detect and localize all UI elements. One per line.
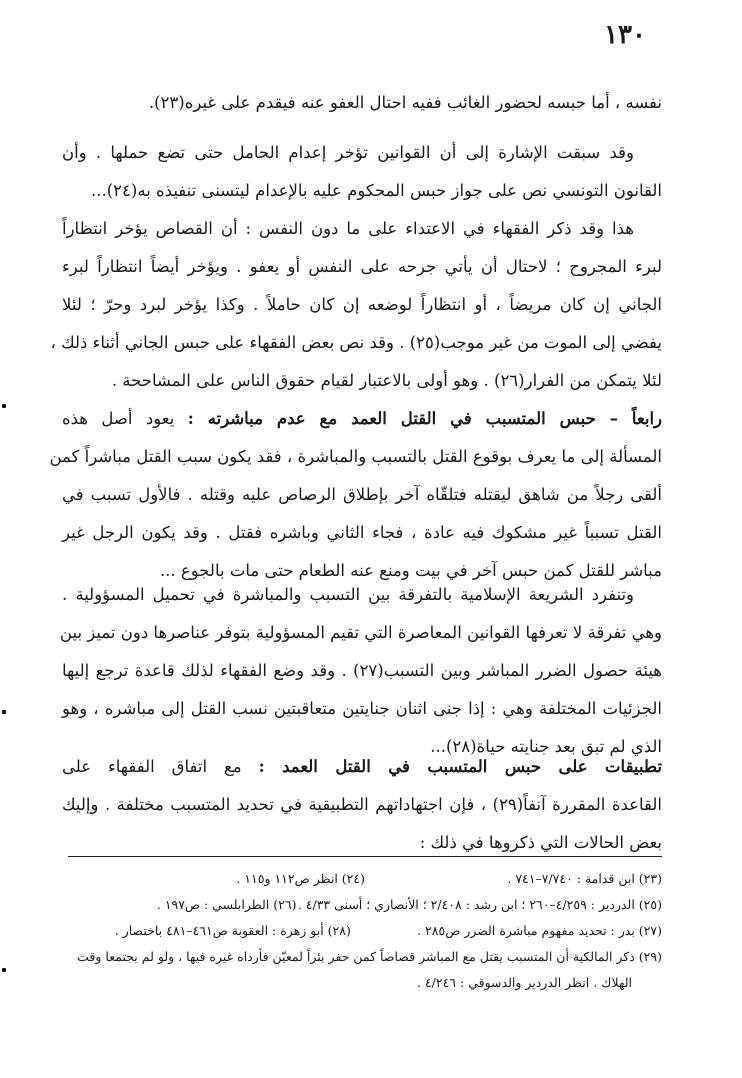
text-line (62, 748, 662, 786)
paragraph-6 (62, 748, 662, 862)
text-line (62, 400, 662, 438)
text-line: المسألة إلى ما يعرف بوقوع القتل بالتسبب والمباشرة ، فقد يكون سبب القتل مباشراً كمن (49, 447, 662, 466)
text-line: القانون التونسي نص على جواز حبس المحكوم عليه بالإعدام ليتسنى تنفيذه به(٢٤)... (91, 181, 662, 200)
footnote: (٢٤) انظر ص١١٢ و١١٥ . (236, 871, 365, 886)
paragraph-3 (50, 210, 662, 400)
text-fragment: مع اتفاق الفقهاء على (62, 757, 242, 776)
text-line: القتل تسبباً غير مشكوك فيه عادة ، فجاء الثاني وباشره فقتل . وقد يكون الرجل غير (62, 523, 662, 542)
text-line: وهي تفرقة لا تعرفها القوانين المعاصرة التي تقيم المسؤولية بتوفر عناصرها دون تميز بين (59, 623, 662, 642)
page-number: ١٣٠ (604, 20, 646, 50)
footnote: (٢٦) الطرابلسي : ص١٩٧ . (156, 897, 297, 912)
text-line: هيئة حصول الضرر المباشر وبين التسبب(٢٧) . وقد وضع الفقهاء لذلك قاعدة ترجع إليها (62, 661, 663, 680)
text-line: مباشر للقتل كمن حبس آخر في بيت ومنع عنه الطعام حتى مات بالجوع ... (159, 561, 662, 580)
text-line: بعض الحالات التي ذكروها في ذلك : (419, 833, 662, 852)
footnotes (68, 866, 662, 996)
text-line: وقد سبقت الإشارة إلى أن القوانين تؤخر إعدام الحامل حتى تضع حملها . وأن (62, 143, 634, 162)
text-fragment: يعود أصل هذه (62, 409, 175, 428)
text-line: وتنفرد الشريعة الإسلامية بالتفرقة بين التسبب والمباشرة في تحميل المسؤولية . (62, 585, 634, 604)
text-line: لئلا يتمكن من الفرار(٢٦) . وهو أولى بالاعتبار لقيام حقوق الناس على المشاححة . (111, 371, 662, 390)
footnote: (٢٣) ابن قدامة : ٧/٧٤٠–٧٤١ . (507, 871, 662, 886)
footnote-row (68, 892, 662, 918)
text-line: نفسه ، أما حبسه لحضور الغائب ففيه احتال العفو عنه فيقدم على غيره(٢٣). (148, 93, 662, 112)
scan-mark (2, 710, 6, 714)
text-line: القاعدة المقررة آنفاً(٢٩) ، فإن اجتهاداتهم التطبيقية في تحديد المتسبب مختلفة . وإليك (62, 795, 663, 814)
footnote: (٢٨) أبو زهرة : العقوبة ص٤٦١–٤٨١ باختصار . (114, 923, 351, 938)
scan-mark (2, 968, 6, 972)
footnote-divider (68, 856, 662, 857)
text-line: الذي لم تبق بعد جنايته حياة(٢٨)... (430, 737, 662, 756)
footnote-row (68, 918, 662, 944)
scan-mark (2, 404, 6, 408)
text-line: الجاني إن كان مريضاً ، أو انتظاراً لوضعه إن كان حاملاً . وكذا يؤخر لبرد وحرّ ؛ لئلا (62, 295, 662, 314)
text-line: لبرء المجروح ؛ لاحتال أن يأتي جرحه على النفس أو يعفو . ويؤخر أيضاً انتظاراً لبرء (62, 257, 662, 276)
text-line: ألقى رجلاً من شاهق ليقتله فتلقّاه آخر بإطلاق الرصاص عليه وقتله . فالأول تسبب في (62, 485, 662, 504)
footnote-row (68, 866, 662, 892)
text-line: الجزئيات المختلفة وهي : إذا جنى اثنان جنايتين متعاقبتين نسب القتل إلى مباشره ، وهو (62, 699, 662, 718)
paragraph-1 (62, 84, 662, 122)
section-heading: تطبيقات على حبس المتسبب في القتل العمد : (258, 757, 663, 776)
footnote: (٢٧) بدر : تحديد مفهوم مباشرة الضرر ص٢٨٥ . (417, 923, 662, 938)
paragraph-5 (59, 576, 663, 766)
footnote: (٢٥) الدردير : ٤/٢٥٩–٢٦٠ ؛ ابن رشد : ٢/٤٠٨ ؛ الأنصاري ؛ أسنى ٤/٣٣ . (297, 897, 662, 912)
text-line: هذا وقد ذكر الفقهاء في الاعتداء على ما دون النفس : أن القصاص يؤخر انتظاراً (62, 219, 634, 238)
section-heading: رابعاً – حبس المتسبب في القتل العمد مع عدم مباشرته : (187, 409, 663, 428)
footnote-continuation: الهلاك . انظر الدردير والدسوقي : ٤/٢٤٦ . (417, 975, 632, 990)
text-line: يفضي إلى الموت من غير موجب(٢٥) . وقد نص بعض الفقهاء على حبس الجاني أثناء ذلك ، (50, 333, 662, 352)
paragraph-2 (62, 134, 662, 210)
paragraph-4 (49, 400, 663, 590)
footnote: (٢٩) ذكر المالكية أن المتسبب يقتل مع المباشر قصاصاً كمن حفر بئراً لمعيّن فأرداه غيره فيها ، ولو لم يجتمعا وقت (77, 949, 662, 964)
footnote-row (68, 944, 662, 970)
